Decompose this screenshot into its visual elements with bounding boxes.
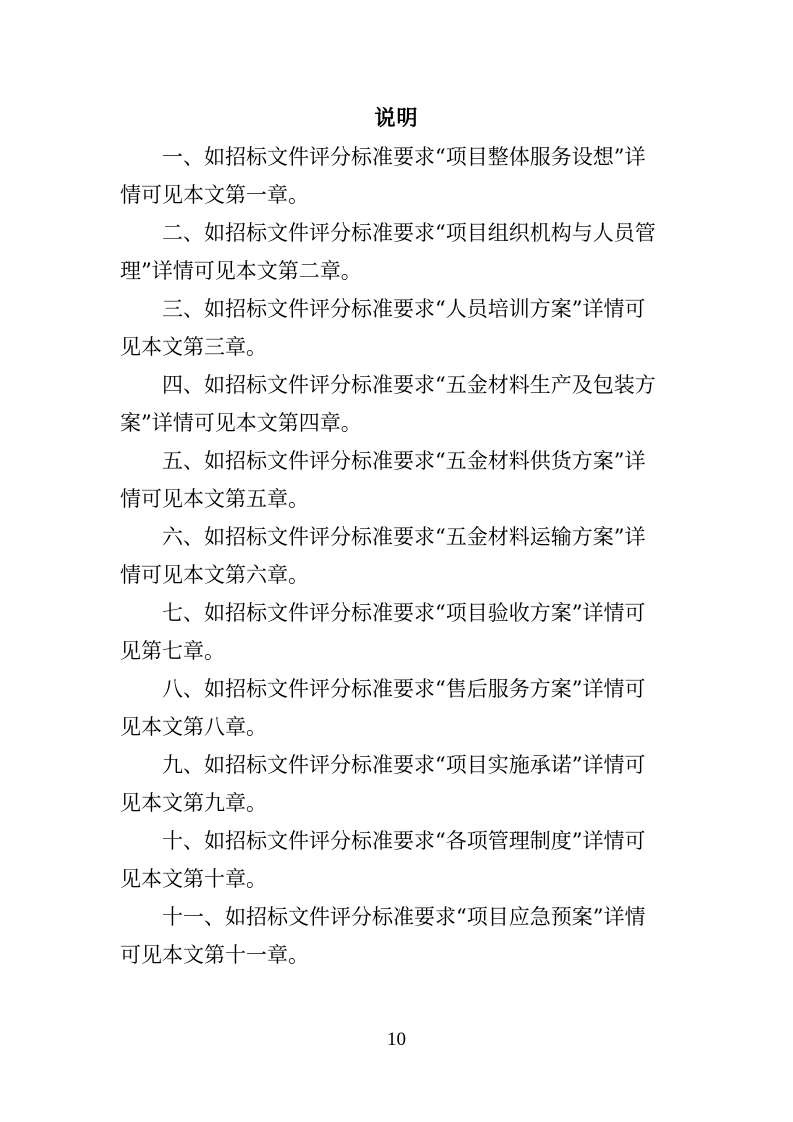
paragraph-7 <box>120 594 676 670</box>
paragraph-4 <box>120 366 676 442</box>
explanation-body <box>120 138 676 974</box>
paragraph-3 <box>120 290 676 366</box>
paragraph-line: 十、如招标文件评分标准要求“各项管理制度”详情可 <box>162 829 646 853</box>
paragraph-5 <box>120 442 676 518</box>
paragraph-line: 情可见本文第五章。 <box>120 487 309 511</box>
paragraph-2 <box>120 214 676 290</box>
paragraph-line: 二、如招标文件评分标准要求“项目组织机构与人员管 <box>162 221 656 245</box>
paragraph-line: 见本文第三章。 <box>120 335 267 359</box>
paragraph-line: 见本文第八章。 <box>120 715 267 739</box>
paragraph-line: 六、如招标文件评分标准要求“五金材料运输方案”详 <box>162 525 646 549</box>
paragraph-line: 可见本文第十一章。 <box>120 943 309 967</box>
paragraph-line: 见本文第九章。 <box>120 791 267 815</box>
paragraph-line: 十一、如招标文件评分标准要求“项目应急预案”详情 <box>162 905 646 929</box>
paragraph-line: 八、如招标文件评分标准要求“售后服务方案”详情可 <box>162 677 646 701</box>
paragraph-line: 七、如招标文件评分标准要求“项目验收方案”详情可 <box>162 601 646 625</box>
paragraph-line: 九、如招标文件评分标准要求“项目实施承诺”详情可 <box>162 753 646 777</box>
paragraph-line: 三、如招标文件评分标准要求“人员培训方案”详情可 <box>162 297 646 321</box>
paragraph-6 <box>120 518 676 594</box>
paragraph-1 <box>120 138 676 214</box>
paragraph-line: 见本文第十章。 <box>120 867 267 891</box>
paragraph-8 <box>120 670 676 746</box>
paragraph-line: 案”详情可见本文第四章。 <box>120 411 362 435</box>
paragraph-line: 情可见本文第六章。 <box>120 563 309 587</box>
paragraph-line: 理”详情可见本文第二章。 <box>120 259 362 283</box>
paragraph-10 <box>120 822 676 898</box>
paragraph-line: 见第七章。 <box>120 639 225 663</box>
page-number: 10 <box>387 1029 406 1050</box>
paragraph-line: 四、如招标文件评分标准要求“五金材料生产及包装方 <box>162 373 656 397</box>
paragraph-11 <box>120 898 676 974</box>
paragraph-9 <box>120 746 676 822</box>
paragraph-line: 五、如招标文件评分标准要求“五金材料供货方案”详 <box>162 449 646 473</box>
page-title: 说明 <box>374 105 419 130</box>
paragraph-line: 情可见本文第一章。 <box>120 183 309 207</box>
paragraph-line: 一、如招标文件评分标准要求“项目整体服务设想”详 <box>162 145 646 169</box>
